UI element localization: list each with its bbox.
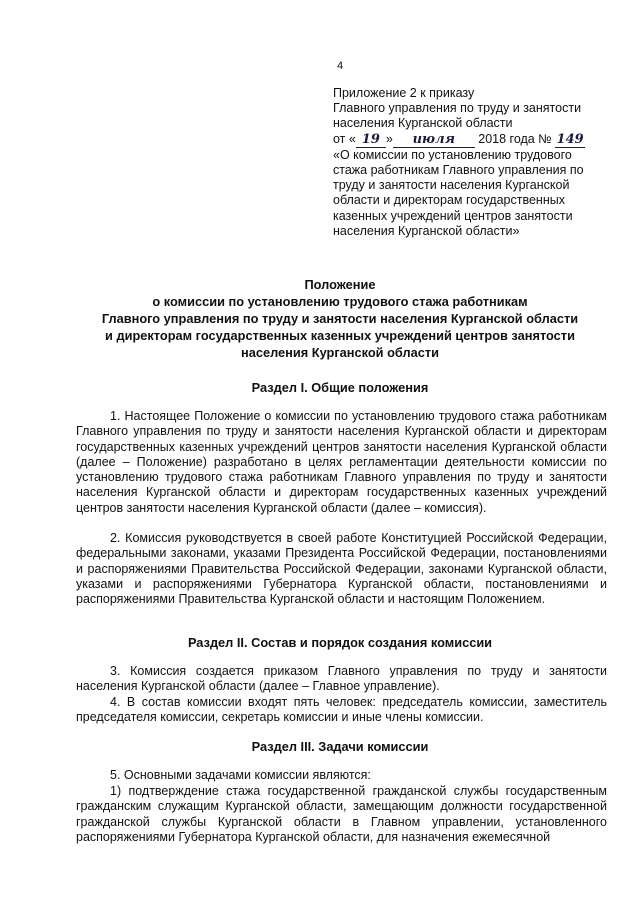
appendix-line-3: населения Курганской области	[333, 116, 513, 131]
title-line: о комиссии по установлению трудового стажа работникам	[152, 294, 528, 309]
appendix-quote-line: труду и занятости населения Курганской	[333, 178, 570, 193]
appendix-line-1: Приложение 2 к приказу	[333, 86, 475, 100]
appendix-quote-line: области и директорам государственных	[333, 193, 565, 208]
section-heading-1: Раздел I. Общие положения	[251, 380, 429, 395]
title-line: и директорам государственных казенных учреждений центров занятости	[105, 328, 575, 343]
handwritten-order-number: 149	[556, 131, 584, 147]
appendix-quote-line: стажа работникам Главного управления по	[333, 163, 584, 178]
paragraph-5: 5. Основными задачами комиссии являются:	[110, 768, 371, 782]
paragraph-3: 3. Комиссия создается приказом Главного управления по труду и занятости населения Курганской области (далее – Главное управление).	[76, 664, 607, 694]
document-title	[70, 276, 610, 361]
appendix-line-2: Главного управления по труду и занятости	[333, 101, 582, 116]
date-year-text: 2018 года №	[474, 131, 552, 146]
date-mid: »	[385, 131, 393, 146]
paragraph-6: 1) подтверждение стажа государственной гражданской службы государственным гражданским служащим Курганской области, замещающим должности государственной гражданской службы Курганской области в Главном управлении, установленного распоряжениями Губернатора Курганской области, для назначения ежемесячной	[76, 784, 607, 844]
page-number: 4	[337, 60, 344, 72]
date-prefix: от «	[333, 131, 356, 146]
paragraph-4: 4. В состав комиссии входят пять человек: председатель комиссии, заместитель председателя комиссии, секретарь комиссии и иные члены комиссии.	[76, 695, 607, 725]
appendix-quote-line: «О комиссии по установлению трудового	[333, 147, 572, 162]
title-line: населения Курганской области	[240, 345, 440, 360]
title-line: Положение	[304, 277, 376, 292]
appendix-date-line	[333, 132, 613, 148]
paragraph-1: 1. Настоящее Положение о комиссии по установлению трудового стажа работникам Главного управления по труду и занятости населения Курганской области и директорам государственных казенных учреждений центров занятости населения Курганской области (далее – Положение) разработано в целях регламентации деятельности комиссии по установлению трудового стажа работникам Главного управления по труду и занятости населения Курганской области и директорам государственных казенных учреждений центров занятости населения Курганской области (далее – комиссия).	[76, 409, 607, 515]
title-line: Главного управления по труду и занятости населения Курганской области	[101, 311, 579, 326]
handwritten-month: июля	[393, 132, 475, 148]
appendix-quote-line: казенных учреждений центров занятости	[333, 208, 573, 223]
appendix-quote-line: населения Курганской области»	[333, 223, 520, 238]
handwritten-day: 19	[356, 132, 386, 148]
appendix-block	[333, 86, 613, 239]
section-heading-3: Раздел III. Задачи комиссии	[251, 739, 429, 754]
section-heading-2: Раздел II. Состав и порядок создания комиссии	[187, 635, 493, 650]
paragraph-2: 2. Комиссия руководствуется в своей работе Конституцией Российской Федерации, федеральными законами, указами Президента Российской Федерации, постановлениями и распоряжениями Правительства Российской Федерации, законами Курганской области, указами и распоряжениями Губернатора Курганской области, постановлениями и распоряжениями Правительства Курганской области и настоящим Положением.	[76, 531, 607, 607]
